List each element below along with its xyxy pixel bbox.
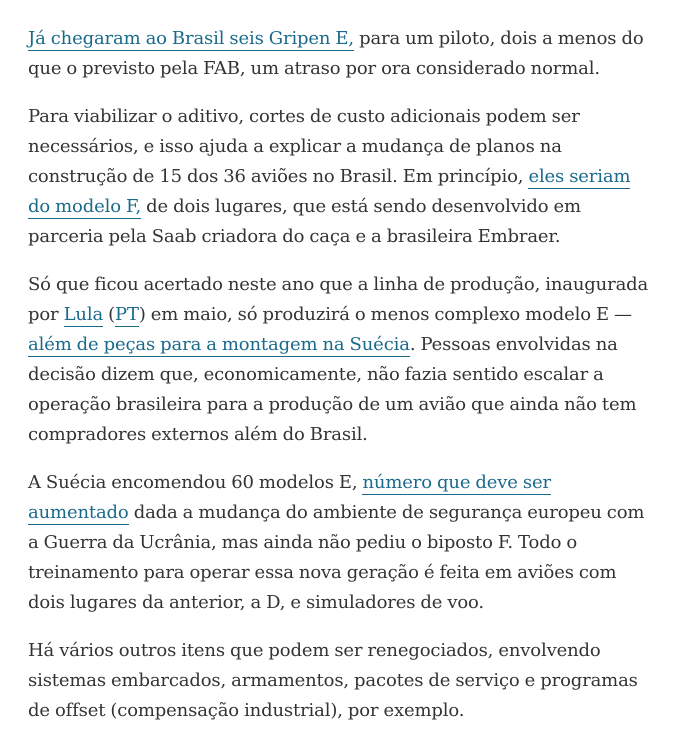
paragraph-2 (28, 102, 653, 252)
paragraph-text: . Pessoas envolvidas na decisão dizem que, economicamente, não fazia sentido escalar a operação brasileira para a produção de um avião que ainda não tem compradores externos além do Brasil. (28, 334, 637, 445)
paragraph-4 (28, 468, 653, 618)
paragraph-text: A Suécia encomendou 60 modelos E, (28, 472, 363, 493)
link-modelo-f[interactable]: eles seriam do modelo F, (28, 166, 631, 217)
paragraph-text: Há vários outros itens que podem ser renegociados, envolvendo sistemas embarcados, armamentos, pacotes de serviço e programas de offset (compensação industrial), por exemplo. (28, 640, 638, 721)
link-pt[interactable]: PT (114, 304, 139, 325)
link-pecas-suecia[interactable]: além de peças para a montagem na Suécia (28, 334, 410, 355)
paragraph-3 (28, 270, 653, 450)
paragraph-5 (28, 636, 653, 726)
paragraph-text: dada a mudança do ambiente de segurança europeu com a Guerra da Ucrânia, mas ainda não pediu o biposto F. Todo o treinamento para operar essa nova geração é feita em aviões com dois lugares da anterior, a D, e simuladores de voo. (28, 502, 645, 613)
paragraph-text: de dois lugares, que está sendo desenvolvido em parceria pela Saab criadora do caça e a brasileira Embraer. (28, 196, 581, 247)
paragraph-1 (28, 24, 653, 84)
link-numero-aumentado[interactable]: número que deve ser aumentado (28, 472, 551, 523)
paragraph-text: Só que ficou acertado neste ano que a linha de produção, inaugurada por (28, 274, 649, 325)
paragraph-text: Para viabilizar o aditivo, cortes de custo adicionais podem ser necessários, e isso ajuda a explicar a mudança de planos na construção de 15 dos 36 aviões no Brasil. Em princípio, (28, 106, 580, 187)
paragraph-text: para um piloto, dois a menos do que o previsto pela FAB, um atraso por ora considerado normal. (28, 28, 644, 79)
link-gripen-arrivals[interactable]: Já chegaram ao Brasil seis Gripen E, (28, 28, 354, 49)
link-lula[interactable]: Lula (63, 304, 104, 325)
paragraph-text: ) em maio, só produzirá o menos complexo modelo E — (138, 304, 632, 325)
paragraph-text: ( (103, 304, 115, 325)
